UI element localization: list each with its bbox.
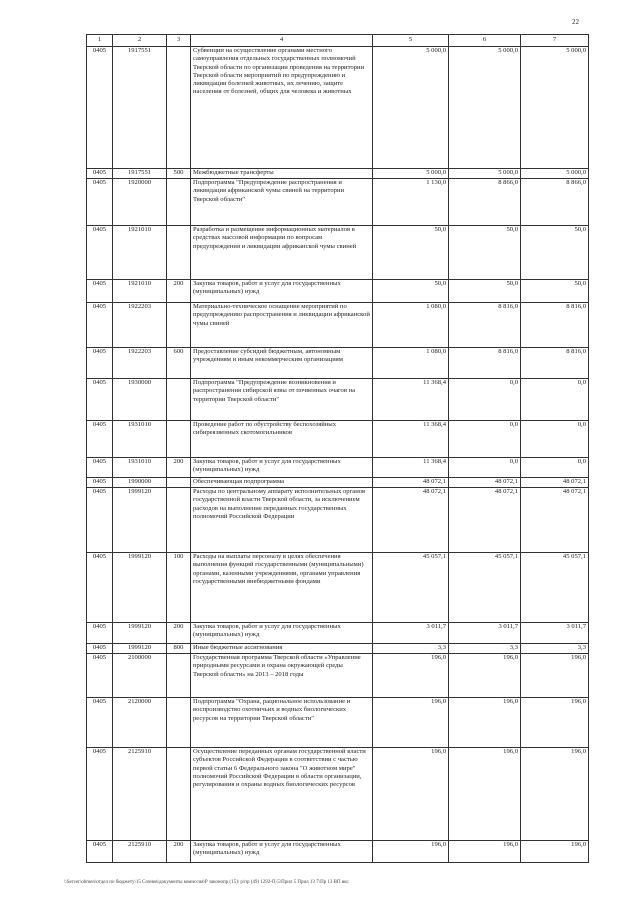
amount-col5: 1 130,0 bbox=[373, 179, 449, 226]
target-code: 1922203 bbox=[113, 303, 167, 348]
section-code: 0405 bbox=[87, 698, 113, 748]
target-code: 2120000 bbox=[113, 698, 167, 748]
amount-col5: 196,0 bbox=[373, 841, 449, 863]
amount-col7: 50,0 bbox=[521, 280, 589, 303]
column-header: 5 bbox=[373, 35, 449, 47]
expense-type: 200 bbox=[167, 458, 191, 478]
amount-col5: 1 080,0 bbox=[373, 348, 449, 379]
target-code: 1931010 bbox=[113, 421, 167, 458]
column-header: 1 bbox=[87, 35, 113, 47]
amount-col6: 48 072,1 bbox=[449, 488, 521, 553]
amount-col7: 196,0 bbox=[521, 698, 589, 748]
target-code: 1931010 bbox=[113, 458, 167, 478]
table-row bbox=[87, 348, 589, 379]
item-name: Государственная программа Тверской области «Управление природными ресурсами и охрана окружающей среды Тверской области» на 2013 – 2018 годы bbox=[191, 654, 373, 698]
target-code: 1921010 bbox=[113, 280, 167, 303]
amount-col5: 196,0 bbox=[373, 748, 449, 841]
table-row bbox=[87, 553, 589, 623]
table-row bbox=[87, 488, 589, 553]
amount-col6: 8 816,0 bbox=[449, 348, 521, 379]
section-code: 0405 bbox=[87, 421, 113, 458]
expense-type bbox=[167, 226, 191, 280]
item-name: Межбюджетные трансферты bbox=[191, 169, 373, 179]
target-code: 2100000 bbox=[113, 654, 167, 698]
column-header: 2 bbox=[113, 35, 167, 47]
amount-col7: 8 866,0 bbox=[521, 179, 589, 226]
amount-col6: 196,0 bbox=[449, 698, 521, 748]
amount-col5: 48 072,1 bbox=[373, 488, 449, 553]
expense-type: 200 bbox=[167, 841, 191, 863]
item-name: Расходы по центральному аппарату исполнительных органов государственной власти Тверской области, за исключением расходов на выполнение переданных государственных полномочий Российской Федерации bbox=[191, 488, 373, 553]
section-code: 0405 bbox=[87, 303, 113, 348]
amount-col7: 50,0 bbox=[521, 226, 589, 280]
amount-col6: 0,0 bbox=[449, 379, 521, 421]
amount-col5: 1 080,0 bbox=[373, 303, 449, 348]
target-code: 1921010 bbox=[113, 226, 167, 280]
section-code: 0405 bbox=[87, 488, 113, 553]
budget-table bbox=[86, 34, 589, 863]
expense-type bbox=[167, 698, 191, 748]
amount-col7: 0,0 bbox=[521, 458, 589, 478]
section-code: 0405 bbox=[87, 47, 113, 169]
amount-col7: 196,0 bbox=[521, 841, 589, 863]
expense-type bbox=[167, 303, 191, 348]
expense-type: 100 bbox=[167, 553, 191, 623]
expense-type: 200 bbox=[167, 623, 191, 644]
amount-col5: 3 011,7 bbox=[373, 623, 449, 644]
amount-col6: 3,3 bbox=[449, 644, 521, 654]
target-code: 1930000 bbox=[113, 379, 167, 421]
expense-type bbox=[167, 47, 191, 169]
expense-type bbox=[167, 748, 191, 841]
target-code: 2125910 bbox=[113, 841, 167, 863]
table-row bbox=[87, 841, 589, 863]
table-row bbox=[87, 748, 589, 841]
column-header: 4 bbox=[191, 35, 373, 47]
item-name: Проведение работ по обустройству беспохозяйных сибиреязвенных скотомогильников bbox=[191, 421, 373, 458]
section-code: 0405 bbox=[87, 169, 113, 179]
amount-col6: 3 011,7 bbox=[449, 623, 521, 644]
amount-col7: 3 011,7 bbox=[521, 623, 589, 644]
column-header: 7 bbox=[521, 35, 589, 47]
item-name: Подпрограмма "Предупреждение распространения и ликвидация африканской чумы свиней на территории Тверской области" bbox=[191, 179, 373, 226]
item-name: Разработка и размещение информационных материалов в средствах массовой информации по вопросам предупреждения и ликвидации африканской чумы свиней bbox=[191, 226, 373, 280]
item-name: Закупка товаров, работ и услуг для государственных (муниципальных) нужд bbox=[191, 623, 373, 644]
target-code: 2125910 bbox=[113, 748, 167, 841]
section-code: 0405 bbox=[87, 458, 113, 478]
section-code: 0405 bbox=[87, 553, 113, 623]
expense-type bbox=[167, 379, 191, 421]
amount-col6: 196,0 bbox=[449, 841, 521, 863]
item-name: Иные бюджетные ассигнования bbox=[191, 644, 373, 654]
amount-col7: 196,0 bbox=[521, 654, 589, 698]
amount-col7: 5 000,0 bbox=[521, 169, 589, 179]
amount-col6: 5 000,0 bbox=[449, 169, 521, 179]
amount-col6: 0,0 bbox=[449, 458, 521, 478]
amount-col5: 50,0 bbox=[373, 226, 449, 280]
amount-col5: 11 368,4 bbox=[373, 421, 449, 458]
target-code: 1917551 bbox=[113, 47, 167, 169]
item-name: Предоставление субсидий бюджетным, автономным учреждениям и иным некоммерческим организациям bbox=[191, 348, 373, 379]
target-code: 1999120 bbox=[113, 553, 167, 623]
amount-col6: 8 866,0 bbox=[449, 179, 521, 226]
table-row bbox=[87, 654, 589, 698]
amount-col6: 50,0 bbox=[449, 280, 521, 303]
amount-col6: 196,0 bbox=[449, 654, 521, 698]
amount-col7: 8 816,0 bbox=[521, 303, 589, 348]
table-row bbox=[87, 280, 589, 303]
table-row bbox=[87, 169, 589, 179]
expense-type: 200 bbox=[167, 280, 191, 303]
amount-col7: 8 816,0 bbox=[521, 348, 589, 379]
item-name: Расходы на выплаты персоналу в целях обеспечения выполнения функций государственными (муниципальными) органами, казенными учреждениями, органами управления государственными внебюджетными фондами bbox=[191, 553, 373, 623]
target-code: 1922203 bbox=[113, 348, 167, 379]
section-code: 0405 bbox=[87, 478, 113, 488]
expense-type bbox=[167, 654, 191, 698]
table-row bbox=[87, 47, 589, 169]
amount-col7: 48 072,1 bbox=[521, 488, 589, 553]
table-row bbox=[87, 179, 589, 226]
table-row bbox=[87, 478, 589, 488]
table-row bbox=[87, 226, 589, 280]
target-code: 1999120 bbox=[113, 623, 167, 644]
amount-col5: 196,0 bbox=[373, 698, 449, 748]
amount-col5: 11 368,4 bbox=[373, 458, 449, 478]
amount-col7: 3,3 bbox=[521, 644, 589, 654]
table-row bbox=[87, 421, 589, 458]
item-name: Подпрограмма "Охрана, рациональное использование и воспроизводство охотничьих и водных биологических ресурсов на территории Тверской области" bbox=[191, 698, 373, 748]
amount-col7: 48 072,1 bbox=[521, 478, 589, 488]
table-row bbox=[87, 623, 589, 644]
target-code: 1920000 bbox=[113, 179, 167, 226]
amount-col6: 50,0 bbox=[449, 226, 521, 280]
page-number: 22 bbox=[572, 18, 579, 26]
expense-type: 600 bbox=[167, 348, 191, 379]
expense-type bbox=[167, 478, 191, 488]
expense-type bbox=[167, 488, 191, 553]
target-code: 1990000 bbox=[113, 478, 167, 488]
target-code: 1917551 bbox=[113, 169, 167, 179]
expense-type bbox=[167, 421, 191, 458]
table-row bbox=[87, 303, 589, 348]
target-code: 1999120 bbox=[113, 644, 167, 654]
table-row bbox=[87, 644, 589, 654]
amount-col6: 196,0 bbox=[449, 748, 521, 841]
expense-type bbox=[167, 179, 191, 226]
expense-type: 500 bbox=[167, 169, 191, 179]
item-name: Осуществление переданных органам государственной власти субъектов Российской Федерации в соответствии с частью первой статьи 6 Федерального закона "О животном мире" полномочий Российской Федерации в области организации, регулирования и охраны водных биологических ресурсов bbox=[191, 748, 373, 841]
section-code: 0405 bbox=[87, 623, 113, 644]
item-name: Обеспечивающая подпрограмма bbox=[191, 478, 373, 488]
amount-col5: 196,0 bbox=[373, 654, 449, 698]
expense-type: 800 bbox=[167, 644, 191, 654]
section-code: 0405 bbox=[87, 179, 113, 226]
section-code: 0405 bbox=[87, 644, 113, 654]
amount-col6: 45 057,1 bbox=[449, 553, 521, 623]
table-row bbox=[87, 698, 589, 748]
amount-col5: 45 057,1 bbox=[373, 553, 449, 623]
table-header-row bbox=[87, 35, 589, 47]
amount-col6: 5 000,0 bbox=[449, 47, 521, 169]
amount-col6: 0,0 bbox=[449, 421, 521, 458]
section-code: 0405 bbox=[87, 841, 113, 863]
amount-col5: 11 368,4 bbox=[373, 379, 449, 421]
file-path-footer: \\Server\obmen\отдел по бюджету\15 Сочнев\документы комиссия\Р законопр (15)\ р\пр (49) 1292-П-5\Прил 5 Прил 13 7\Пр 13 ВП вкс bbox=[64, 880, 349, 885]
amount-col7: 0,0 bbox=[521, 421, 589, 458]
item-name: Закупка товаров, работ и услуг для государственных (муниципальных) нужд bbox=[191, 280, 373, 303]
amount-col5: 5 000,0 bbox=[373, 47, 449, 169]
item-name: Материально-техническое оснащение мероприятий по предупреждению распространения и ликвидации африканской чумы свиней bbox=[191, 303, 373, 348]
item-name: Субвенции на осуществление органами местного самоуправления отдельных государственных полномочий Тверской области по организации проведения на территории Тверской области мероприятий по предупреждению и ликвидации болезней животных, их лечению, защите населения от болезней, общих для человека и животных bbox=[191, 47, 373, 169]
item-name: Закупка товаров, работ и услуг для государственных (муниципальных) нужд bbox=[191, 841, 373, 863]
section-code: 0405 bbox=[87, 654, 113, 698]
column-header: 6 bbox=[449, 35, 521, 47]
section-code: 0405 bbox=[87, 379, 113, 421]
amount-col7: 5 000,0 bbox=[521, 47, 589, 169]
amount-col5: 3,3 bbox=[373, 644, 449, 654]
section-code: 0405 bbox=[87, 748, 113, 841]
amount-col5: 5 000,0 bbox=[373, 169, 449, 179]
section-code: 0405 bbox=[87, 348, 113, 379]
item-name: Подпрограмма "Предупреждение возникновения и распространения сибирской язвы от почвенных очагов на территории Тверской области" bbox=[191, 379, 373, 421]
amount-col6: 48 072,1 bbox=[449, 478, 521, 488]
item-name: Закупка товаров, работ и услуг для государственных (муниципальных) нужд bbox=[191, 458, 373, 478]
amount-col7: 0,0 bbox=[521, 379, 589, 421]
amount-col6: 8 816,0 bbox=[449, 303, 521, 348]
amount-col7: 196,0 bbox=[521, 748, 589, 841]
target-code: 1999120 bbox=[113, 488, 167, 553]
column-header: 3 bbox=[167, 35, 191, 47]
table-row bbox=[87, 379, 589, 421]
amount-col5: 50,0 bbox=[373, 280, 449, 303]
amount-col7: 45 057,1 bbox=[521, 553, 589, 623]
amount-col5: 48 072,1 bbox=[373, 478, 449, 488]
table-row bbox=[87, 458, 589, 478]
section-code: 0405 bbox=[87, 280, 113, 303]
section-code: 0405 bbox=[87, 226, 113, 280]
